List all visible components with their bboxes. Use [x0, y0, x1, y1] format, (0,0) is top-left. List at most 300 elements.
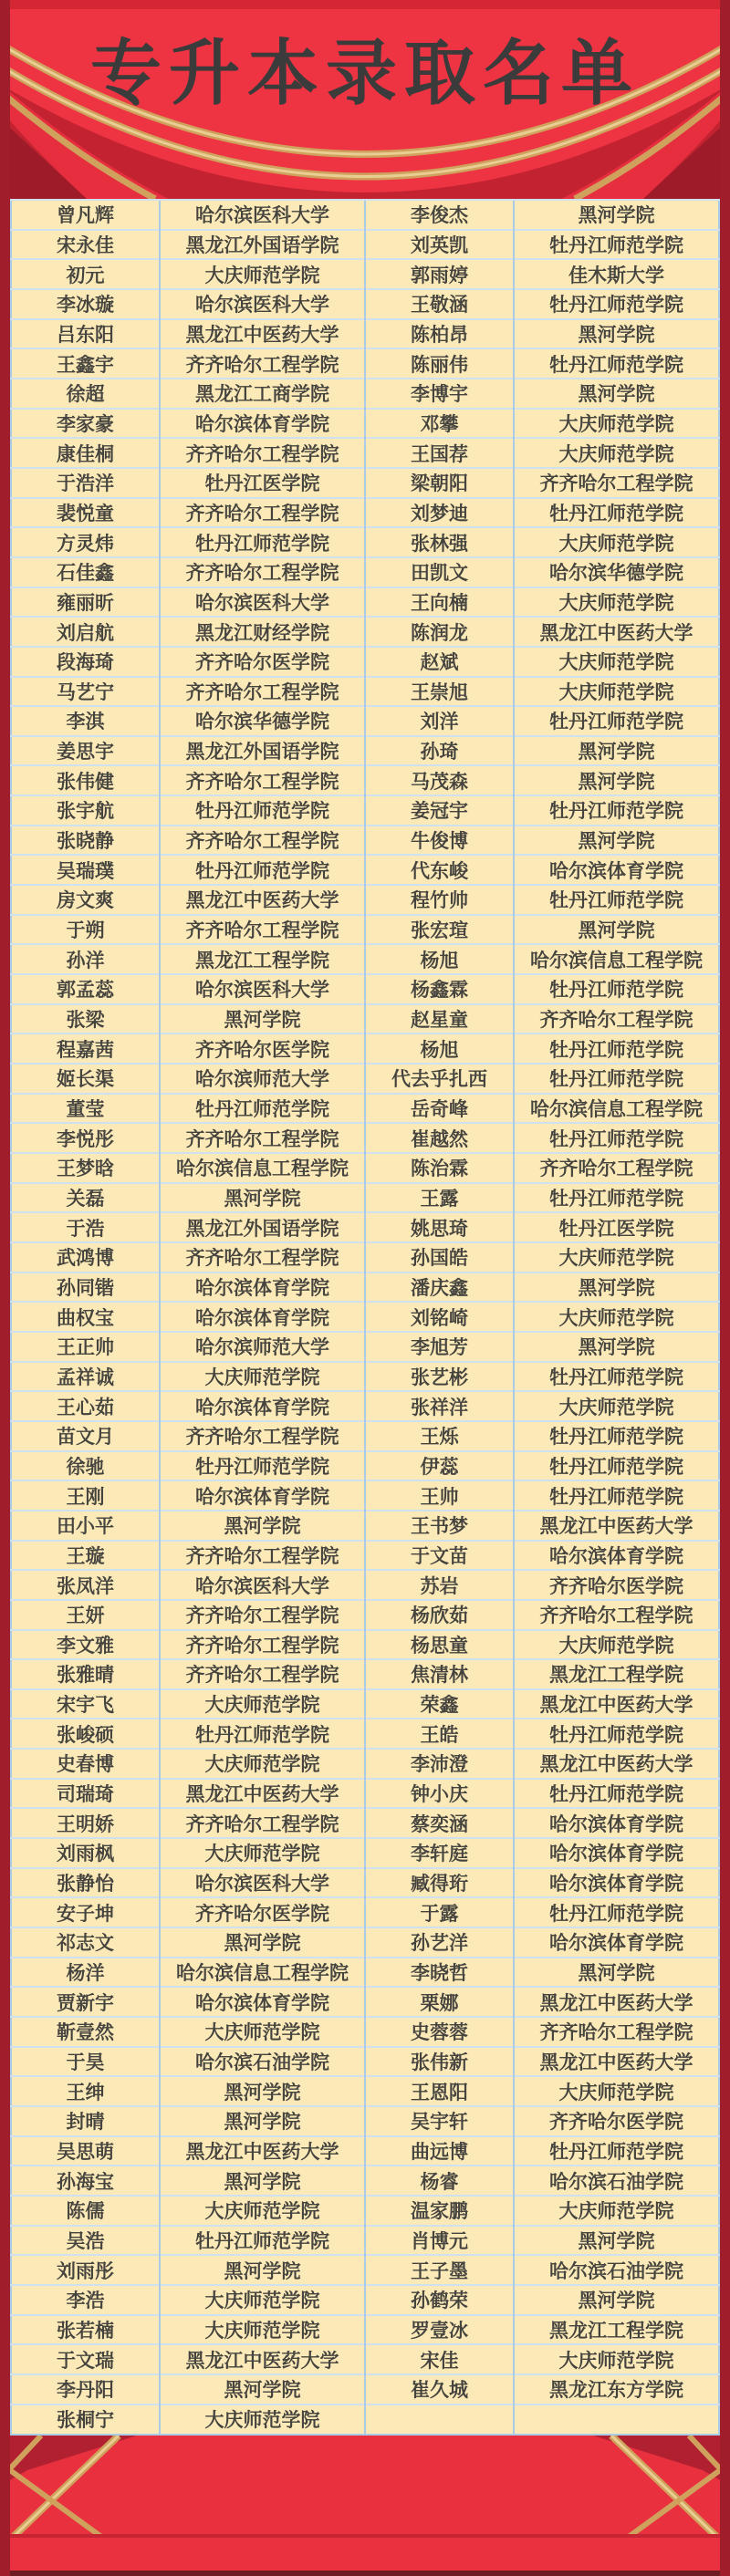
college-cell: 哈尔滨师范大学 — [160, 1064, 365, 1094]
table-row — [11, 617, 719, 647]
student-name-cell: 房文爽 — [11, 885, 160, 915]
college-cell: 哈尔滨信息工程学院 — [160, 1153, 365, 1183]
table-row — [11, 1153, 719, 1183]
student-name-cell: 张凤洋 — [11, 1570, 160, 1600]
college-cell: 黑龙江中医药大学 — [160, 319, 365, 349]
student-name-cell: 宋佳 — [365, 2344, 514, 2374]
table-row — [11, 230, 719, 260]
college-cell: 哈尔滨石油学院 — [514, 2255, 719, 2285]
college-cell: 大庆师范学院 — [514, 1630, 719, 1660]
college-cell: 哈尔滨体育学院 — [514, 1868, 719, 1898]
student-name-cell: 裴悦童 — [11, 498, 160, 528]
student-name-cell: 王帅 — [365, 1480, 514, 1511]
college-cell: 齐齐哈尔工程学院 — [160, 1421, 365, 1451]
student-name-cell: 李淇 — [11, 706, 160, 736]
student-name-cell: 于文苗 — [365, 1541, 514, 1571]
student-name-cell: 李浩 — [11, 2285, 160, 2315]
table-row — [11, 944, 719, 974]
student-name-cell: 程嘉茜 — [11, 1034, 160, 1064]
college-cell: 大庆师范学院 — [160, 2405, 365, 2435]
table-row — [11, 1123, 719, 1153]
college-cell: 哈尔滨体育学院 — [514, 1808, 719, 1838]
college-cell: 黑龙江工程学院 — [514, 1659, 719, 1689]
student-name-cell: 肖博元 — [365, 2226, 514, 2256]
college-cell: 黑河学院 — [160, 1183, 365, 1213]
college-cell: 哈尔滨石油学院 — [160, 2047, 365, 2077]
college-cell: 牡丹江师范学院 — [514, 1451, 719, 1481]
student-name-cell: 郭雨婷 — [365, 259, 514, 289]
table-row — [11, 2106, 719, 2136]
college-cell: 牡丹江师范学院 — [160, 527, 365, 557]
student-name-cell: 杨鑫霖 — [365, 974, 514, 1004]
college-cell: 黑龙江外国语学院 — [160, 230, 365, 260]
student-name-cell: 姜冠宇 — [365, 795, 514, 826]
college-cell: 牡丹江师范学院 — [160, 2226, 365, 2256]
college-cell: 牡丹江师范学院 — [514, 1480, 719, 1511]
student-name-cell: 王露 — [365, 1183, 514, 1213]
student-name-cell: 祁志文 — [11, 1927, 160, 1958]
student-name-cell: 王敬涵 — [365, 289, 514, 319]
college-cell: 牡丹江师范学院 — [514, 795, 719, 826]
table-row — [11, 1600, 719, 1630]
college-cell: 齐齐哈尔工程学院 — [160, 1123, 365, 1153]
college-cell: 哈尔滨医科大学 — [160, 289, 365, 319]
table-row — [11, 2136, 719, 2166]
student-name-cell: 吴宇轩 — [365, 2106, 514, 2136]
college-cell: 黑河学院 — [514, 1332, 719, 1362]
college-cell: 牡丹江师范学院 — [514, 1064, 719, 1094]
student-name-cell: 杨思童 — [365, 1630, 514, 1660]
table-row — [11, 647, 719, 677]
college-cell: 齐齐哈尔工程学院 — [160, 1600, 365, 1630]
table-row — [11, 557, 719, 587]
college-cell: 黑河学院 — [160, 1927, 365, 1958]
college-cell: 哈尔滨华德学院 — [514, 557, 719, 587]
college-cell: 黑龙江外国语学院 — [160, 1212, 365, 1242]
student-name-cell: 苗文月 — [11, 1421, 160, 1451]
table-row — [11, 1302, 719, 1332]
student-name-cell: 徐超 — [11, 379, 160, 409]
table-row — [11, 409, 719, 439]
student-name-cell: 曾凡辉 — [11, 200, 160, 230]
student-name-cell: 杨睿 — [365, 2166, 514, 2196]
student-name-cell: 代去乎扎西 — [365, 1064, 514, 1094]
student-name-cell: 王烁 — [365, 1421, 514, 1451]
bottom-curtain-decoration — [0, 2436, 730, 2576]
table-row — [11, 706, 719, 736]
student-name-cell: 王国荐 — [365, 438, 514, 468]
college-cell: 大庆师范学院 — [514, 1242, 719, 1272]
student-name-cell: 李沛澄 — [365, 1749, 514, 1779]
student-name-cell: 李悦彤 — [11, 1123, 160, 1153]
student-name-cell: 王绅 — [11, 2076, 160, 2106]
college-cell: 齐齐哈尔工程学院 — [160, 498, 365, 528]
college-cell: 牡丹江师范学院 — [160, 1094, 365, 1124]
student-name-cell: 于文瑞 — [11, 2344, 160, 2374]
table-row — [11, 1838, 719, 1868]
student-name-cell: 雍丽昕 — [11, 587, 160, 618]
student-name-cell: 康佳桐 — [11, 438, 160, 468]
admission-table — [10, 199, 720, 2436]
student-name-cell: 蔡奕涵 — [365, 1808, 514, 1838]
college-cell: 黑河学院 — [514, 2285, 719, 2315]
college-cell: 大庆师范学院 — [514, 1302, 719, 1332]
table-row — [11, 379, 719, 409]
table-row — [11, 1421, 719, 1451]
college-cell: 齐齐哈尔工程学院 — [160, 438, 365, 468]
college-cell: 大庆师范学院 — [160, 1838, 365, 1868]
college-cell: 黑河学院 — [514, 915, 719, 945]
college-cell: 大庆师范学院 — [160, 1362, 365, 1392]
college-cell: 牡丹江师范学院 — [160, 855, 365, 885]
student-name-cell: 崔越然 — [365, 1123, 514, 1153]
table-row — [11, 1987, 719, 2017]
college-cell: 哈尔滨体育学院 — [160, 1302, 365, 1332]
college-cell: 齐齐哈尔工程学院 — [514, 1600, 719, 1630]
college-cell: 黑龙江财经学院 — [160, 617, 365, 647]
college-cell: 黑龙江工程学院 — [160, 944, 365, 974]
student-name-cell: 孙艺洋 — [365, 1927, 514, 1958]
college-cell: 黑龙江中医药大学 — [160, 2344, 365, 2374]
college-cell: 大庆师范学院 — [514, 2076, 719, 2106]
college-cell: 牡丹江师范学院 — [514, 289, 719, 319]
student-name-cell: 孙琦 — [365, 736, 514, 766]
college-cell: 牡丹江师范学院 — [514, 1183, 719, 1213]
table-row — [11, 1094, 719, 1124]
table-row — [11, 438, 719, 468]
student-name-cell: 吴思萌 — [11, 2136, 160, 2166]
student-name-cell: 陈柏昂 — [365, 319, 514, 349]
student-name-cell: 董莹 — [11, 1094, 160, 1124]
college-cell: 黑龙江中医药大学 — [514, 1749, 719, 1779]
college-cell: 牡丹江医学院 — [160, 468, 365, 498]
college-cell: 黑河学院 — [514, 1958, 719, 1988]
table-row — [11, 2255, 719, 2285]
college-cell: 黑河学院 — [514, 736, 719, 766]
table-row — [11, 1242, 719, 1272]
table-row — [11, 1630, 719, 1660]
college-cell: 黑河学院 — [160, 2166, 365, 2196]
student-name-cell: 于朔 — [11, 915, 160, 945]
college-cell: 哈尔滨信息工程学院 — [514, 1094, 719, 1124]
admission-table-body — [11, 200, 719, 2435]
table-row — [11, 1749, 719, 1779]
college-cell: 黑河学院 — [160, 2076, 365, 2106]
student-name-cell: 方灵炜 — [11, 527, 160, 557]
college-cell: 黑龙江中医药大学 — [514, 2047, 719, 2077]
student-name-cell: 姜思宇 — [11, 736, 160, 766]
student-name-cell: 张伟新 — [365, 2047, 514, 2077]
table-row — [11, 1808, 719, 1838]
student-name-cell: 石佳鑫 — [11, 557, 160, 587]
college-cell: 齐齐哈尔工程学院 — [160, 1630, 365, 1660]
table-row — [11, 2285, 719, 2315]
table-row — [11, 974, 719, 1004]
table-row — [11, 2047, 719, 2077]
student-name-cell: 宋宇飞 — [11, 1689, 160, 1719]
student-name-cell: 张桐宁 — [11, 2405, 160, 2435]
college-cell: 哈尔滨医科大学 — [160, 974, 365, 1004]
table-row — [11, 855, 719, 885]
student-name-cell: 武鸿博 — [11, 1242, 160, 1272]
student-name-cell: 姬长渠 — [11, 1064, 160, 1094]
table-row — [11, 1034, 719, 1064]
student-name-cell: 张林强 — [365, 527, 514, 557]
college-cell: 黑龙江中医药大学 — [514, 1987, 719, 2017]
student-name-cell: 陈丽伟 — [365, 348, 514, 379]
student-name-cell: 王子墨 — [365, 2255, 514, 2285]
student-name-cell: 徐驰 — [11, 1451, 160, 1481]
table-row — [11, 1659, 719, 1689]
table-row — [11, 1570, 719, 1600]
student-name-cell: 王皓 — [365, 1719, 514, 1749]
college-cell: 大庆师范学院 — [514, 587, 719, 618]
college-cell: 黑龙江东方学院 — [514, 2374, 719, 2405]
college-cell: 哈尔滨体育学院 — [514, 1838, 719, 1868]
table-row — [11, 915, 719, 945]
page-title: 专升本录取名单 — [89, 33, 640, 113]
student-name-cell: 刘英凯 — [365, 230, 514, 260]
student-name-cell: 孙鹤荣 — [365, 2285, 514, 2315]
college-cell: 黑河学院 — [514, 2226, 719, 2256]
college-cell: 牡丹江师范学院 — [514, 1421, 719, 1451]
student-name-cell: 王书梦 — [365, 1511, 514, 1541]
college-cell: 牡丹江师范学院 — [514, 1897, 719, 1927]
table-row — [11, 1212, 719, 1242]
student-name-cell: 王明娇 — [11, 1808, 160, 1838]
student-name-cell: 苏岩 — [365, 1570, 514, 1600]
table-row — [11, 765, 719, 795]
college-cell: 哈尔滨医科大学 — [160, 200, 365, 230]
college-cell: 黑河学院 — [160, 1511, 365, 1541]
table-row — [11, 736, 719, 766]
college-cell: 大庆师范学院 — [514, 527, 719, 557]
student-name-cell: 王正帅 — [11, 1332, 160, 1362]
table-row — [11, 587, 719, 618]
college-cell: 黑河学院 — [160, 1004, 365, 1034]
student-name-cell: 张晓静 — [11, 826, 160, 856]
college-cell: 哈尔滨体育学院 — [160, 1391, 365, 1421]
student-name-cell: 张宏瑄 — [365, 915, 514, 945]
college-cell: 哈尔滨医科大学 — [160, 587, 365, 618]
student-name-cell: 郭孟蕊 — [11, 974, 160, 1004]
student-name-cell: 李俊杰 — [365, 200, 514, 230]
student-name-cell: 刘铭崎 — [365, 1302, 514, 1332]
student-name-cell: 赵斌 — [365, 647, 514, 677]
student-name-cell: 初元 — [11, 259, 160, 289]
student-name-cell: 张静怡 — [11, 1868, 160, 1898]
student-name-cell: 王心茹 — [11, 1391, 160, 1421]
college-cell: 牡丹江师范学院 — [514, 2136, 719, 2166]
student-name-cell — [365, 2405, 514, 2435]
table-row — [11, 527, 719, 557]
college-cell: 齐齐哈尔工程学院 — [160, 915, 365, 945]
college-cell: 大庆师范学院 — [514, 409, 719, 439]
student-name-cell: 程竹帅 — [365, 885, 514, 915]
college-cell: 齐齐哈尔工程学院 — [514, 468, 719, 498]
college-cell: 齐齐哈尔工程学院 — [160, 1242, 365, 1272]
student-name-cell: 杨洋 — [11, 1958, 160, 1988]
table-row — [11, 1927, 719, 1958]
table-row — [11, 1779, 719, 1809]
college-cell: 哈尔滨医科大学 — [160, 1570, 365, 1600]
college-cell: 齐齐哈尔医学院 — [514, 1570, 719, 1600]
college-cell: 牡丹江师范学院 — [514, 885, 719, 915]
student-name-cell: 陈治霖 — [365, 1153, 514, 1183]
table-row — [11, 1511, 719, 1541]
table-row — [11, 1332, 719, 1362]
table-row — [11, 2166, 719, 2196]
college-cell: 齐齐哈尔工程学院 — [160, 1659, 365, 1689]
table-row — [11, 1480, 719, 1511]
college-cell: 黑河学院 — [514, 200, 719, 230]
college-cell: 黑河学院 — [514, 765, 719, 795]
student-name-cell: 王恩阳 — [365, 2076, 514, 2106]
student-name-cell: 刘洋 — [365, 706, 514, 736]
student-name-cell: 张伟健 — [11, 765, 160, 795]
college-cell: 哈尔滨体育学院 — [160, 1272, 365, 1303]
student-name-cell: 李冰璇 — [11, 289, 160, 319]
student-name-cell: 王崇旭 — [365, 677, 514, 707]
student-name-cell: 荣鑫 — [365, 1689, 514, 1719]
college-cell: 大庆师范学院 — [160, 2315, 365, 2345]
college-cell: 大庆师范学院 — [514, 647, 719, 677]
college-cell: 黑河学院 — [514, 826, 719, 856]
college-cell: 大庆师范学院 — [514, 1391, 719, 1421]
college-cell: 牡丹江师范学院 — [514, 1362, 719, 1392]
table-row — [11, 2196, 719, 2226]
table-row — [11, 1004, 719, 1034]
college-cell: 哈尔滨体育学院 — [160, 1480, 365, 1511]
table-row — [11, 498, 719, 528]
student-name-cell: 孙同锴 — [11, 1272, 160, 1303]
table-row — [11, 1868, 719, 1898]
college-cell: 大庆师范学院 — [160, 2285, 365, 2315]
student-name-cell: 史春博 — [11, 1749, 160, 1779]
student-name-cell: 杨旭 — [365, 1034, 514, 1064]
student-name-cell: 牛俊博 — [365, 826, 514, 856]
left-edge-bar — [0, 0, 10, 2576]
student-name-cell: 李丹阳 — [11, 2374, 160, 2405]
college-cell: 齐齐哈尔医学院 — [160, 1034, 365, 1064]
student-name-cell: 史蓉蓉 — [365, 2017, 514, 2047]
college-cell: 黑河学院 — [160, 2106, 365, 2136]
table-row — [11, 2226, 719, 2256]
student-name-cell: 钟小庆 — [365, 1779, 514, 1809]
college-cell: 齐齐哈尔医学院 — [160, 647, 365, 677]
student-name-cell: 臧得珩 — [365, 1868, 514, 1898]
college-cell: 哈尔滨体育学院 — [514, 1541, 719, 1571]
student-name-cell: 孙国皓 — [365, 1242, 514, 1272]
table-row — [11, 2405, 719, 2435]
college-cell: 齐齐哈尔工程学院 — [160, 677, 365, 707]
student-name-cell: 李家豪 — [11, 409, 160, 439]
student-name-cell: 张梁 — [11, 1004, 160, 1034]
college-cell: 黑龙江中医药大学 — [160, 885, 365, 915]
college-cell: 哈尔滨师范大学 — [160, 1332, 365, 1362]
college-cell: 牡丹江医学院 — [514, 1212, 719, 1242]
college-cell: 齐齐哈尔工程学院 — [160, 765, 365, 795]
student-name-cell: 栗娜 — [365, 1987, 514, 2017]
student-name-cell: 吕东阳 — [11, 319, 160, 349]
student-name-cell: 段海琦 — [11, 647, 160, 677]
college-cell: 大庆师范学院 — [160, 2017, 365, 2047]
table-row — [11, 289, 719, 319]
table-row — [11, 348, 719, 379]
student-name-cell: 于昊 — [11, 2047, 160, 2077]
table-row — [11, 1183, 719, 1213]
college-cell: 哈尔滨体育学院 — [514, 1927, 719, 1958]
student-name-cell: 潘庆鑫 — [365, 1272, 514, 1303]
student-name-cell: 刘雨枫 — [11, 1838, 160, 1868]
table-row — [11, 2315, 719, 2345]
student-name-cell: 焦清林 — [365, 1659, 514, 1689]
table-row — [11, 1541, 719, 1571]
college-cell: 哈尔滨体育学院 — [160, 1987, 365, 2017]
college-cell: 大庆师范学院 — [514, 438, 719, 468]
table-row — [11, 826, 719, 856]
student-name-cell: 安子坤 — [11, 1897, 160, 1927]
table-row — [11, 1451, 719, 1481]
college-cell: 哈尔滨信息工程学院 — [514, 944, 719, 974]
college-cell: 齐齐哈尔工程学院 — [514, 1004, 719, 1034]
student-name-cell: 伊蕊 — [365, 1451, 514, 1481]
student-name-cell: 田小平 — [11, 1511, 160, 1541]
college-cell: 齐齐哈尔工程学院 — [160, 1808, 365, 1838]
student-name-cell: 张祥洋 — [365, 1391, 514, 1421]
student-name-cell: 吴瑞璞 — [11, 855, 160, 885]
table-row — [11, 1391, 719, 1421]
college-cell: 哈尔滨信息工程学院 — [160, 1958, 365, 1988]
student-name-cell: 于露 — [365, 1897, 514, 1927]
student-name-cell: 王鑫宇 — [11, 348, 160, 379]
college-cell: 大庆师范学院 — [160, 259, 365, 289]
student-name-cell: 李晓哲 — [365, 1958, 514, 1988]
college-cell: 黑龙江中医药大学 — [160, 2136, 365, 2166]
student-name-cell: 田凯文 — [365, 557, 514, 587]
college-cell: 牡丹江师范学院 — [514, 348, 719, 379]
college-cell: 哈尔滨医科大学 — [160, 1868, 365, 1898]
table-row — [11, 1272, 719, 1303]
student-name-cell: 马艺宁 — [11, 677, 160, 707]
table-row — [11, 1064, 719, 1094]
college-cell: 黑河学院 — [514, 319, 719, 349]
table-row — [11, 2344, 719, 2374]
college-cell: 黑河学院 — [514, 1272, 719, 1303]
table-row — [11, 1719, 719, 1749]
table-row — [11, 885, 719, 915]
student-name-cell: 温家鹏 — [365, 2196, 514, 2226]
college-cell: 黑龙江外国语学院 — [160, 736, 365, 766]
table-row — [11, 1362, 719, 1392]
student-name-cell: 李文雅 — [11, 1630, 160, 1660]
table-row — [11, 2017, 719, 2047]
college-cell: 齐齐哈尔工程学院 — [160, 557, 365, 587]
college-cell: 牡丹江师范学院 — [160, 795, 365, 826]
table-row — [11, 468, 719, 498]
student-name-cell: 司瑞琦 — [11, 1779, 160, 1809]
student-name-cell: 李轩庭 — [365, 1838, 514, 1868]
student-name-cell: 张艺彬 — [365, 1362, 514, 1392]
college-cell: 黑河学院 — [160, 2255, 365, 2285]
student-name-cell: 陈润龙 — [365, 617, 514, 647]
college-cell: 哈尔滨华德学院 — [160, 706, 365, 736]
table-row — [11, 2076, 719, 2106]
college-cell: 齐齐哈尔工程学院 — [160, 348, 365, 379]
student-name-cell: 王璇 — [11, 1541, 160, 1571]
student-name-cell: 梁朝阳 — [365, 468, 514, 498]
student-name-cell: 吴浩 — [11, 2226, 160, 2256]
